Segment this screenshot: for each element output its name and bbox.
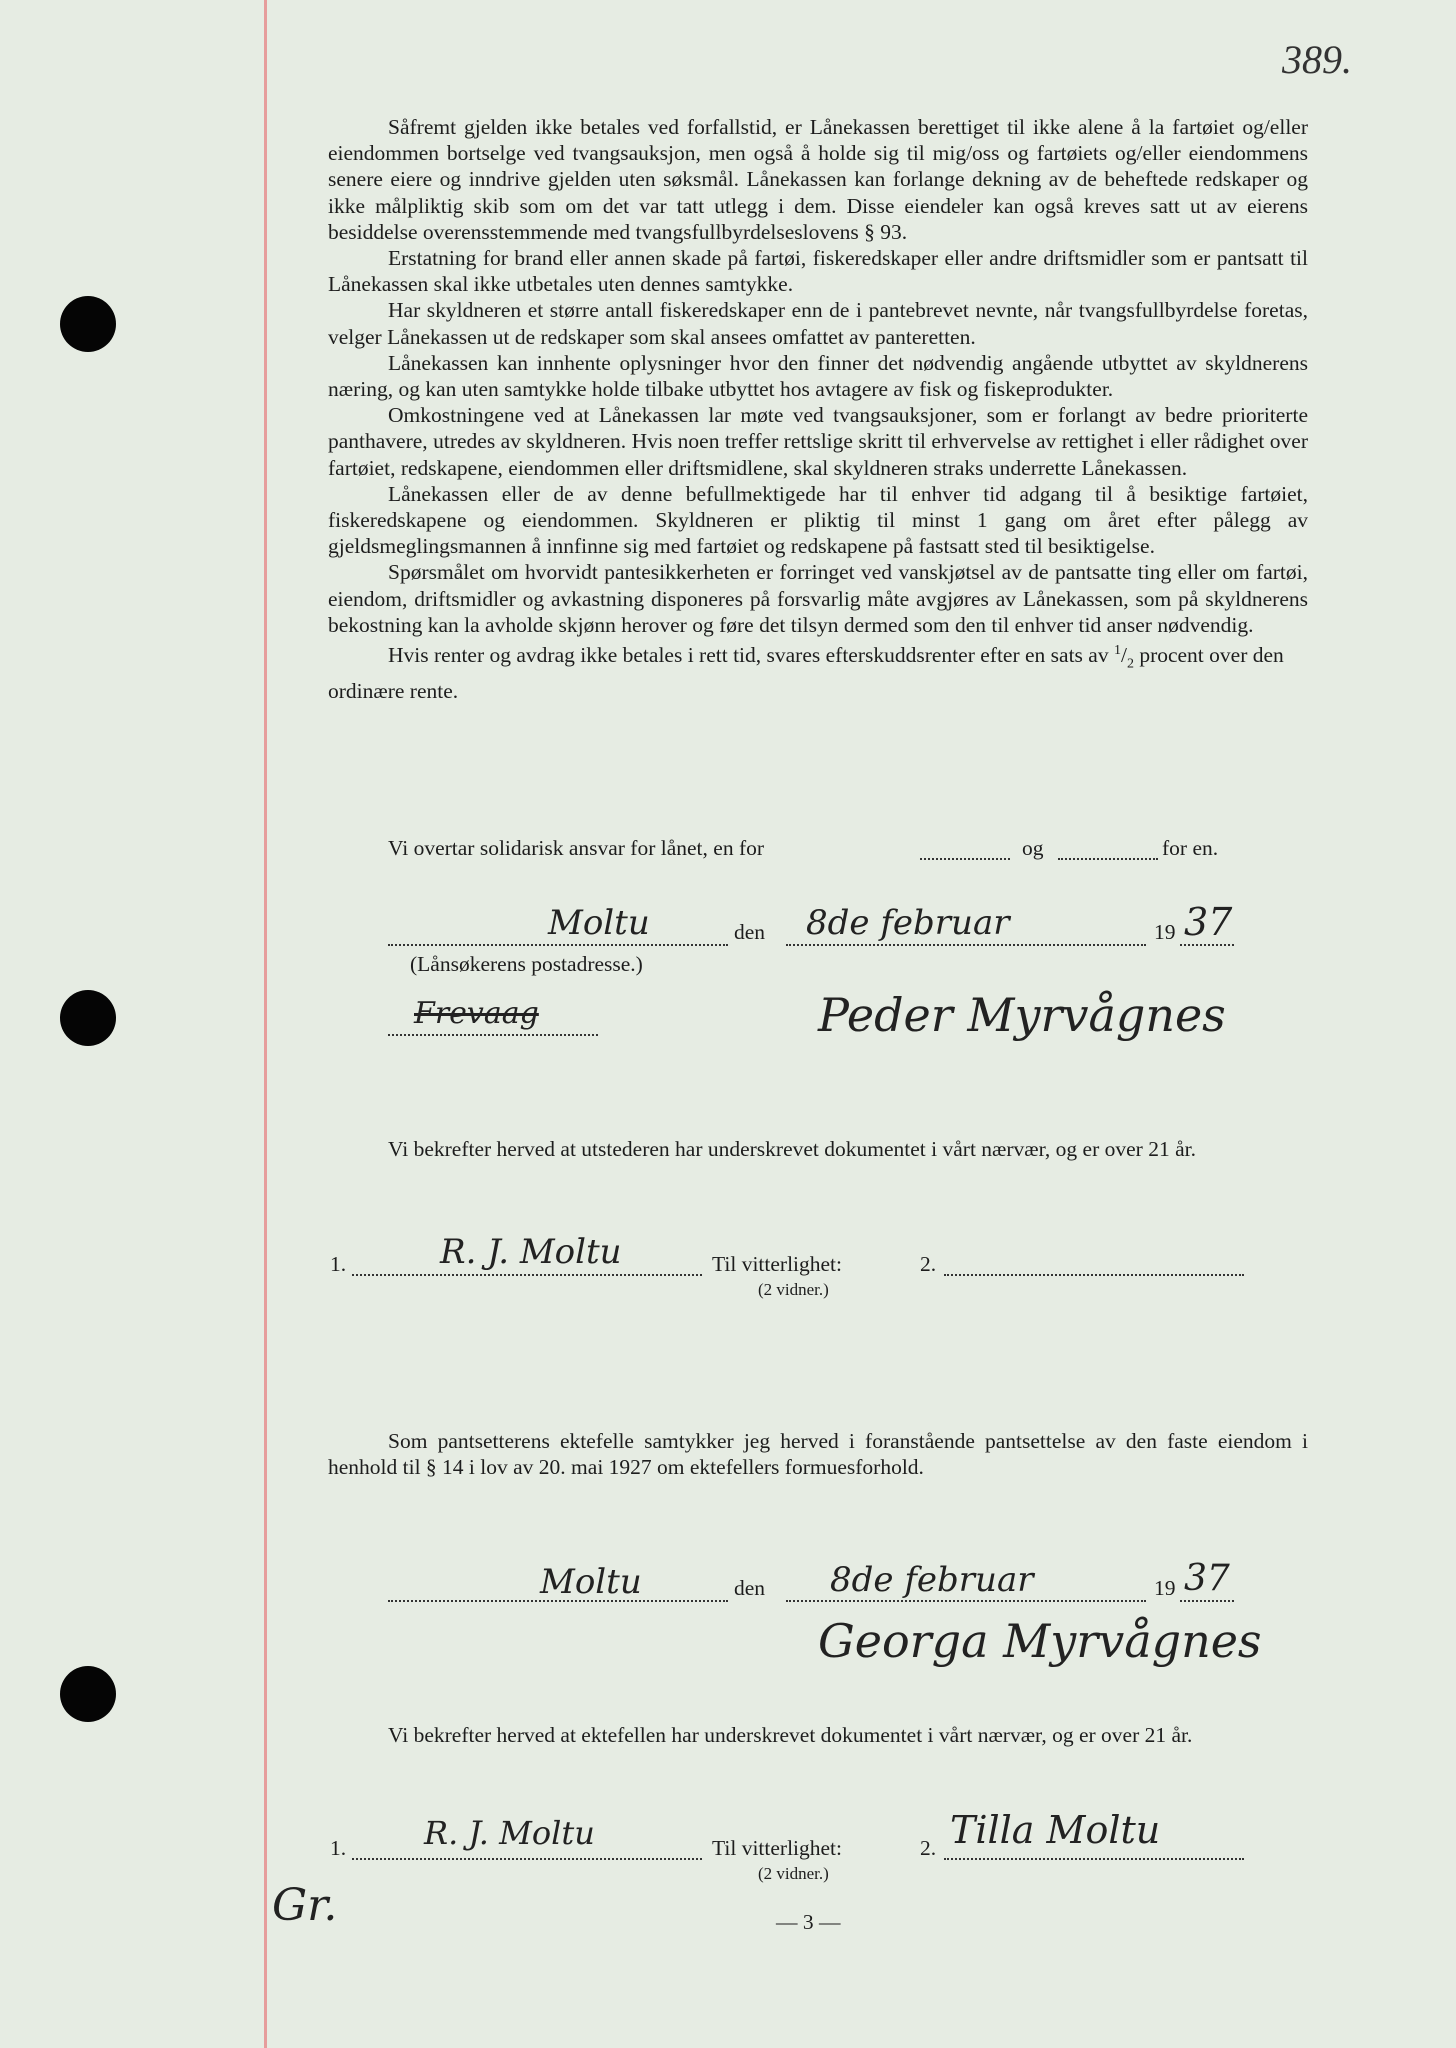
paragraph: Erstatning for brand eller annen skade på fartøi, fiskeredskaper eller andre driftsmidler som er pantsatt til Lånekassen skal ikke utbetales uten dennes samtykke. — [328, 246, 1308, 297]
margin-initials: Gr. — [272, 1880, 338, 1931]
paragraph: Lånekassen eller de av denne befullmektigede har til enhver tid adgang til å besiktige fartøiet, fiskeredskapene og eiendommen. Skyldneren er pliktig til minst 1 gang om året efter pålegg av gjeldsmeglingsmannen å innfinne sig med fartøiet og redskapene på fastsatt sted til besiktigelse. — [328, 481, 1308, 559]
place-line — [388, 944, 728, 946]
den-label: den — [734, 1576, 766, 1600]
paragraph: Har skyldneren et større antall fiskeredskaper enn de i pantebrevet nevnte, når tvangsfullbyrdelse foretas, velger Lånekassen ut de redskaper som skal ansees omfattet av panteretten. — [328, 298, 1308, 349]
date-line — [786, 1600, 1146, 1602]
witness-number-1: 1. — [330, 1836, 347, 1860]
interest-text-end: procent over den ordinære rente. — [328, 643, 1284, 703]
witness-count-note: (2 vidner.) — [758, 1864, 829, 1883]
spouse-consent: Som pantsetterens ektefelle samtykker jeg herved i foranstående pantsettelse av den faste eiendom i henhold til § 14 i lov av 20. mai 1927 om ektefellers formuesforhold. — [328, 1429, 1308, 1480]
punch-hole — [60, 1666, 116, 1722]
date-handwritten: 8de februar — [806, 903, 1010, 943]
paragraph: Lånekassen kan innhente oplysninger hvor den finner det nødvendig angående utbyttet av skyldnerens næring, og kan uten samtykke holde tilbake utbyttet hos avtagere av fisk og fiskeprodukter. — [328, 350, 1308, 402]
punch-hole — [60, 990, 116, 1046]
year-prefix: 19 — [1154, 920, 1176, 944]
blank-line — [1058, 858, 1158, 860]
page-number: — 3 — — [776, 1910, 841, 1934]
spouse-signature: Georga Myrvågnes — [818, 1614, 1262, 1668]
witness-number-2: 2. — [920, 1836, 937, 1860]
date-line — [786, 944, 1146, 946]
witness-count-note: (2 vidner.) — [758, 1280, 829, 1299]
year-prefix: 19 — [1154, 1576, 1176, 1600]
solidarity-text: Vi overtar solidarisk ansvar for lånet, en for — [388, 836, 765, 860]
margin-rule — [264, 0, 267, 2048]
witness-line — [352, 1274, 702, 1276]
place-handwritten: Moltu — [540, 1562, 642, 1602]
place-handwritten: Moltu — [548, 903, 650, 943]
witness-label: Til vitterlighet: — [712, 1836, 843, 1860]
folio-number: 389. — [1282, 37, 1352, 82]
interest-text: Hvis renter og avdrag ikke betales i rett tid, svares efterskuddsrenter efter en sats av — [388, 643, 1114, 668]
fraction-denominator: 2 — [1126, 656, 1134, 672]
postaddress-label: (Lånsøkerens postadresse.) — [410, 952, 643, 976]
year-line — [1180, 944, 1234, 946]
date-handwritten: 8de februar — [830, 1560, 1034, 1600]
witness-number-2: 2. — [920, 1252, 937, 1276]
witness-line — [944, 1274, 1244, 1276]
paragraph: Omkostningene ved at Lånekassen lar møte ved tvangsauksjoner, som er forlangt av bedre prioriterte panthavere, utredes av skyldneren. Hvis noen treffer rettslige skritt til erhvervelse av rettighet i eller rådighet over fartøiet, redskapene, eiendommen eller driftsmidlene, skal skyldneren straks underrette Lånekassen. — [328, 403, 1308, 480]
witness-line — [352, 1858, 702, 1860]
solidarity-for-en: for en. — [1162, 836, 1219, 860]
witness-2-signature: Tilla Moltu — [950, 1808, 1161, 1852]
witness-label: Til vitterlighet: — [712, 1252, 843, 1276]
solidarity-og: og — [1022, 836, 1044, 860]
paragraph: Såfremt gjelden ikke betales ved forfallstid, er Lånekassen berettiget til ikke alene å la fartøiet og/eller eiendommen bortselge ved tvangsauksjon, men også å holde sig til mig/oss og fartøiets og/eller eiendommens senere eiere og inndrive gjelden uten søksmål. Lånekassen kan forlange dekning av de beheftede redskaper og ikke målpliktig skib som om det var tatt utlegg i dem. Disse eiendeler kan også kreves satt ut av eierens besiddelse overensstemmende med tvangsfullbyrdelseslovens § 93. — [328, 115, 1308, 244]
witness-1-signature: R. J. Moltu — [440, 1232, 622, 1272]
interest-paragraph: Hvis renter og avdrag ikke betales i rett tid, svares efterskuddsrenter efter en sats av $^1/_2$ procent over den ordinære rente. — [328, 643, 1284, 703]
struck-address: Frevaag — [414, 996, 539, 1031]
terms-text — [328, 114, 1308, 704]
year-line — [1180, 1600, 1234, 1602]
blank-line — [920, 858, 1010, 860]
witness-statement: Vi bekrefter herved at ektefellen har underskrevet dokumentet i vårt nærvær, og er over 21 år. — [388, 1723, 1193, 1747]
place-line — [388, 1600, 728, 1602]
paragraph: Spørsmålet om hvorvidt pantesikkerheten er forringet ved vanskjøtsel av de pantsatte ting eller om fartøi, eiendom, driftsmidler og avkastning disponeres på forsvarlig måte avgjøres av Lånekassen, som på skyldnerens bekostning kan la avholde skjønn herover og føre det tilsyn dermed som den til enhver tid anser nødvendig. — [328, 560, 1308, 637]
address-line — [388, 1034, 598, 1036]
witness-1-signature: R. J. Moltu — [424, 1814, 595, 1852]
witness-line — [944, 1858, 1244, 1860]
witness-statement: Vi bekrefter herved at utstederen har underskrevet dokumentet i vårt nærvær, og er over 21 år. — [388, 1137, 1196, 1161]
applicant-signature: Peder Myrvågnes — [818, 988, 1226, 1042]
den-label: den — [734, 920, 766, 944]
year-handwritten: 37 — [1184, 900, 1233, 944]
fraction-numerator: 1 — [1113, 643, 1121, 659]
witness-number-1: 1. — [330, 1252, 347, 1276]
punch-hole — [60, 296, 116, 352]
year-handwritten: 37 — [1184, 1558, 1230, 1599]
